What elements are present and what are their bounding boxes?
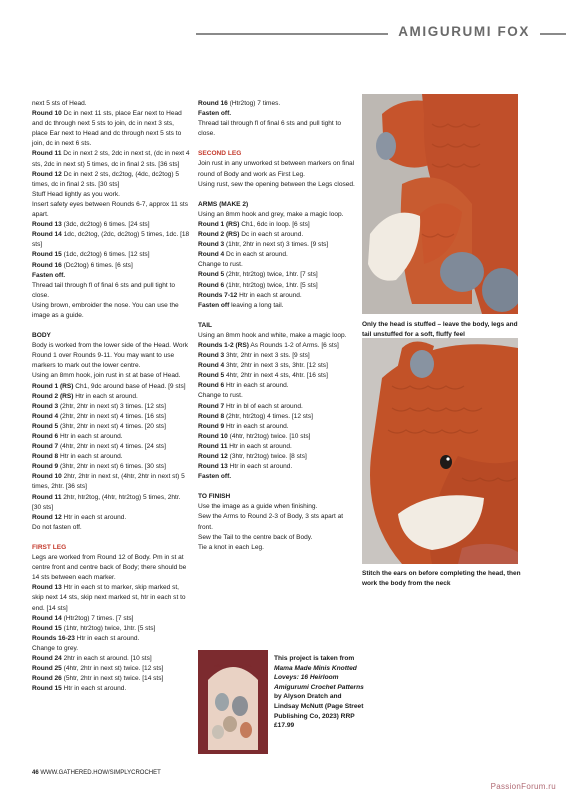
finish-heading: TO FINISH [198,493,231,501]
text-line: Legs are worked from Round 12 of Body. Pm in st at centre front and centre back of Body; there should be 14 sts between each marker. [32,554,187,582]
pattern-round: Round 6 Htr in each st around. [198,382,289,390]
pattern-round: Round 2 (RS) Htr in each st around. [32,392,138,400]
first-leg-heading: FIRST LEG [32,543,67,551]
book-credit: This project is taken from Mama Made Minis Knotted Loveys: 16 Heirloom Amigurumi Crochet Patterns by Alyson Dratch and Lindsay McNutt (Page Street Publishing Co, 2023) RRP £17.99 [274,655,364,730]
pattern-round: Round 3 (2htr, 2htr in next st) 3 times. [12 sts] [32,402,166,410]
text-line: Using an 8mm hook, join rust in st at base of Head. [32,372,181,380]
pattern-round: Round 1 (RS) Ch1, 6dc in loop. [6 sts] [198,220,310,228]
pattern-round: Round 25 (4htr, 2htr in next st) twice. [12 sts] [32,665,164,673]
watermark: PassionForum.ru [490,782,556,791]
text-line: Change to grey. [32,644,79,652]
text-line: Tie a knot in each Leg. [198,543,264,551]
pattern-round: Round 11 Htr in each st around. [198,442,292,450]
pattern-round: Round 7 (4htr, 2htr in next st) 4 times. [24 sts] [32,443,166,451]
pattern-round: Fasten off leaving a long tail. [198,301,284,309]
fox-head-photo [362,338,518,564]
text-line: Using an 8mm hook and white, make a magic loop. [198,331,347,339]
pattern-round: Round 6 Htr in each st around. [32,433,123,440]
pattern-round: Round 12 Htr in each st around. [32,513,127,521]
pattern-round: Round 16 (Htr2tog) 7 times. [198,100,281,107]
fox-body-photo [362,94,518,314]
text-line: Body is worked from the lower side of the Head. Work Round 1 over Rounds 9-11. You may want to use markers to mark out the lower centre. [32,342,188,370]
text-line: Do not fasten off. [32,523,82,531]
text-line: Thread tail through fl of final 6 sts and pull tight to close. [198,120,342,138]
page-number: 46 [32,770,39,776]
text-line: next 5 sts of Head. [32,100,87,107]
text-line: Using rust, sew the opening between the Legs closed. [198,180,355,188]
pattern-round: Round 6 (1htr, htr2tog) twice, 1htr. [5 sts] [198,281,318,289]
pattern-round: Round 3 3htr, 2htr in next 3 sts. [9 sts] [198,352,310,360]
book-cover [198,650,268,754]
photo-caption-2: Stitch the ears on before completing the head, then work the body from the neck [362,570,521,587]
text-line: Change to rust. [198,261,243,269]
pattern-round: Round 4 (2htr, 2htr in next st) 4 times. [16 sts] [32,412,166,420]
text-line: Change to rust. [198,392,243,400]
section-title: AMIGURUMI FOX [388,24,540,39]
text-line: Use the image as a guide when finishing. [198,503,318,511]
text-line: Join rust in any unworked st between markers on final round of Body and work as First Leg. [198,160,355,178]
fasten-off: Fasten off. [198,110,232,118]
text-line: Using an 8mm hook and grey, make a magic loop. [198,210,344,218]
pattern-round: Round 3 (1htr, 2htr in next st) 3 times. [9 sts] [198,241,329,249]
pattern-column-1 [32,99,190,694]
text-line: Sew the Arms to Round 2-3 of Body, 3 sts apart at front. [198,513,344,531]
pattern-round: Round 15 (1htr, htr2tog) twice, 1htr. [5 sts] [32,624,156,632]
pattern-round: Round 15 Htr in each st around. [32,685,127,693]
pattern-round: Round 1 (RS) Ch1, 9dc around base of Head. [9 sts] [32,382,186,390]
pattern-column-2 [198,99,358,553]
pattern-round: Round 10 (4htr, htr2tog) twice. [10 sts] [198,432,311,440]
pattern-round: Rounds 1-2 (RS) As Rounds 1-2 of Arms. [6 sts] [198,341,339,349]
pattern-round: Round 5 (2htr, htr2tog) twice, 1htr. [7 sts] [198,271,318,279]
pattern-round: Round 13 Htr in each st around. [198,463,293,471]
pattern-round: Round 7 Htr in bl of each st around. [198,402,303,410]
page-footer [32,770,161,776]
fox-body-illustration [362,94,518,314]
pattern-round: Round 14 1dc, dc2tog, (2dc, dc2tog) 5 times, 1dc. [18 sts] [32,231,190,249]
pattern-round: Round 12 (3htr, htr2tog) twice. [8 sts] [198,453,307,460]
fasten-off: Fasten off. [32,271,66,279]
arms-heading: ARMS (MAKE 2) [198,200,249,208]
fox-head-illustration [362,338,518,564]
pattern-round: Round 9 Htr in each st around. [198,422,289,430]
pattern-round: Rounds 16-23 Htr in each st around. [32,634,140,642]
pattern-round: Round 10 2htr, 2htr in next st, (4htr, 2htr in next st) 5 times, 2htr. [36 sts] [32,473,185,491]
pattern-round: Round 16 (Dc2tog) 6 times. [6 sts] [32,261,133,269]
tail-heading: TAIL [198,321,213,329]
page-header [0,0,566,52]
pattern-round: Round 5 4htr, 2htr in next 4 sts, 4htr. [16 sts] [198,372,328,380]
pattern-round: Round 5 (3htr, 2htr in next st) 4 times. [20 sts] [32,422,166,430]
text-line: Insert safety eyes between Rounds 6-7, approx 11 sts apart. [32,200,188,219]
pattern-round: Round 8 Htr in each st around. [32,453,123,461]
text-line: Stuff Head lightly as you work. [32,190,120,198]
pattern-round: Round 12 Dc in next 2 sts, dc2tog, (4dc, dc2tog) 5 times, dc in final 2 sts. [30 sts] [32,170,180,188]
photo-caption-1: Only the head is stuffed – leave the body, legs and tail unstuffed for a soft, fluffy feel [362,321,518,338]
pattern-round: Round 4 3htr, 2htr in next 3 sts, 3htr. [12 sts] [198,362,328,370]
pattern-round: Round 13 (3dc, dc2tog) 6 times. [24 sts] [32,221,150,229]
pattern-round: Round 13 Htr in each st to marker, skip marked st, skip next 14 sts, skip next marked st, htr in each st to end. [14 sts] [32,584,186,612]
pattern-round: Round 26 (5htr, 2htr in next st) twice. [14 sts] [32,675,164,683]
book-cover-title: KNOTTED LOVEYS [214,663,252,668]
second-leg-heading: SECOND LEG [198,150,242,158]
pattern-round: Round 8 (2htr, htr2tog) 4 times. [12 sts] [198,412,313,420]
fasten-off: Fasten off. [198,473,232,481]
pattern-round: Round 10 Dc in next 11 sts, place Ear next to Head and dc through next 5 sts to join, dc in next 3 sts, place Ear next to Head and dc through next 5 sts to join, dc in next 6 sts. [32,110,182,148]
text-line: Thread tail through fl of final 6 sts and pull tight to close. [32,281,176,299]
pattern-round: Round 4 Dc in each st around. [198,251,288,259]
website-url: WWW.GATHERED.HOW/SIMPLYCROCHET [40,770,161,776]
body-heading: BODY [32,332,51,340]
pattern-round: Round 11 2htr, htr2tog, (4htr, htr2tog) 5 times, 2htr. [30 sts] [32,493,181,511]
text-line: Sew the Tail to the centre back of Body. [198,533,313,541]
pattern-round: Rounds 7-12 Htr in each st around. [198,291,302,299]
pattern-round: Round 14 (Htr2tog) 7 times. [7 sts] [32,614,134,622]
pattern-round: Round 11 Dc in next 2 sts, 2dc in next st, (dc in next 4 sts, 2dc in next st) 5 times, dc in final 2 sts. [36 sts] [32,150,190,168]
pattern-round: Round 24 2htr in each st around. [10 sts] [32,654,152,662]
text-line: Using brown, embroider the nose. You can use the image as a guide. [32,301,179,319]
pattern-round: Round 2 (RS) Dc in each st around. [198,231,304,239]
pattern-round: Round 9 (3htr, 2htr in next st) 6 times. [30 sts] [32,463,166,471]
pattern-round: Round 15 (1dc, dc2tog) 6 times. [12 sts] [32,251,150,259]
